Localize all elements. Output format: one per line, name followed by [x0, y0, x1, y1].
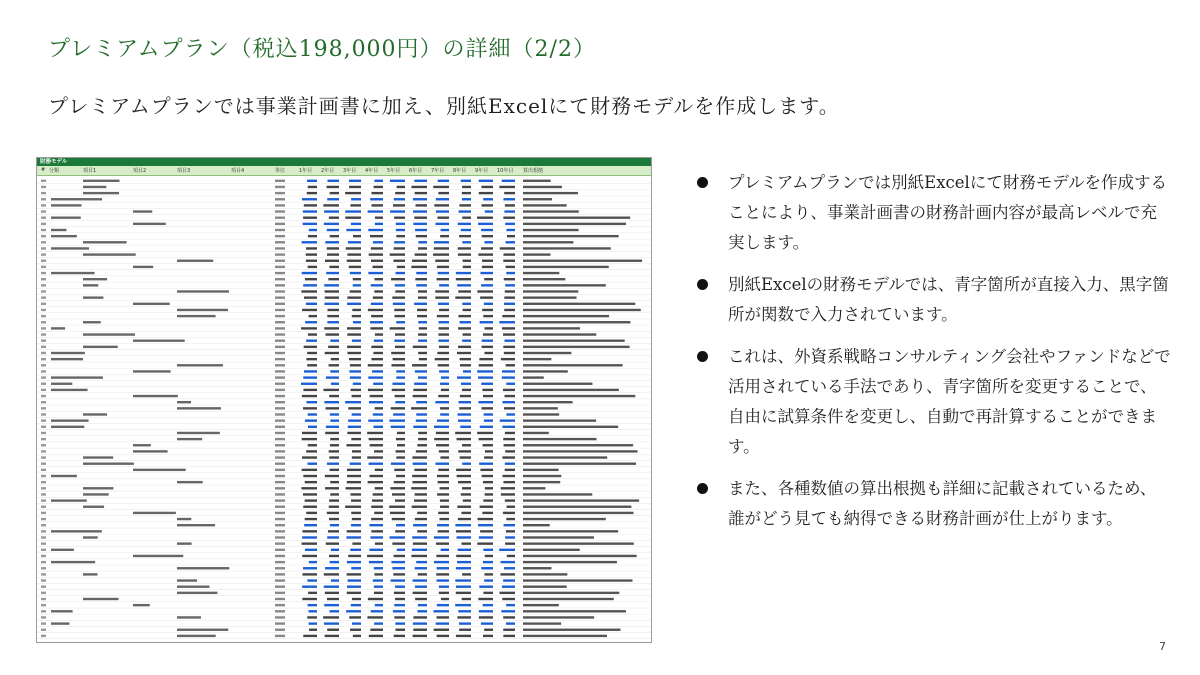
sheet-row — [37, 346, 651, 350]
sheet-row — [37, 530, 651, 534]
bullet-list — [694, 168, 1172, 546]
sheet-row — [37, 296, 651, 300]
sheet-row — [37, 616, 651, 620]
header-year5: 5年目 — [387, 168, 401, 174]
header-year2: 2年目 — [321, 168, 335, 174]
sheet-row — [37, 352, 651, 356]
sheet-row — [37, 475, 651, 479]
sheet-rows-graphic — [37, 176, 651, 641]
sheet-row — [37, 321, 651, 325]
header-basis: 算出根拠 — [523, 168, 544, 174]
sheet-row — [37, 180, 651, 184]
sheet-row — [37, 210, 651, 214]
sheet-row — [37, 217, 651, 221]
sheet-row — [37, 524, 651, 528]
header-year3: 3年目 — [343, 168, 357, 174]
sheet-row — [37, 315, 651, 319]
header-unit: 単位 — [275, 168, 286, 174]
sheet-row — [37, 272, 651, 276]
sheet-row — [37, 278, 651, 282]
header-item2: 項目2 — [133, 168, 147, 174]
sheet-row — [37, 364, 651, 368]
sheet-row — [37, 586, 651, 590]
sheet-row — [37, 370, 651, 374]
sheet-row — [37, 247, 651, 251]
sheet-row — [37, 333, 651, 337]
header-category: 分類 — [49, 168, 60, 174]
sheet-body-rows — [37, 176, 651, 641]
header-year9: 9年目 — [475, 168, 489, 174]
sheet-row — [37, 327, 651, 331]
bullet-dot-icon — [697, 483, 708, 494]
header-year1: 1年目 — [299, 168, 313, 174]
sheet-row — [37, 376, 651, 380]
header-year8: 8年目 — [453, 168, 467, 174]
sheet-row — [37, 401, 651, 405]
sheet-row — [37, 561, 651, 565]
sheet-row — [37, 456, 651, 460]
bullet-dot-icon — [697, 351, 708, 362]
sheet-row — [37, 204, 651, 208]
sheet-row — [37, 487, 651, 491]
sheet-row — [37, 229, 651, 233]
header-year7: 7年目 — [431, 168, 445, 174]
sheet-row — [37, 506, 651, 510]
sheet-title: 財務モデル — [37, 158, 651, 166]
page-subtitle: プレミアムプランでは事業計画書に加え、別紙Excelにて財務モデルを作成します。 — [48, 94, 840, 118]
sheet-row — [37, 303, 651, 307]
sheet-row — [37, 598, 651, 602]
header-item1: 項目1 — [83, 168, 97, 174]
sheet-row — [37, 358, 651, 362]
bullet-dot-icon — [697, 177, 708, 188]
sheet-row — [37, 518, 651, 522]
sheet-row — [37, 567, 651, 571]
bullet-item: プレミアムプランでは別紙Excelにて財務モデルを作成することにより、事業計画書の財務計画内容が最高レベルで充実します。 — [694, 168, 1172, 258]
header-index: # — [41, 167, 46, 173]
bullet-item: これは、外資系戦略コンサルティング会社やファンドなどで活用されている手法であり、青字箇所を変更することで、自由に試算条件を変更し、自動で再計算することができます。 — [694, 342, 1172, 462]
sheet-row — [37, 499, 651, 503]
sheet-row — [37, 383, 651, 387]
bullet-item: 別紙Excelの財務モデルでは、青字箇所が直接入力、黒字箇所が関数で入力されています。 — [694, 270, 1172, 330]
sheet-row — [37, 444, 651, 448]
sheet-row — [37, 192, 651, 196]
sheet-row — [37, 610, 651, 614]
sheet-row — [37, 450, 651, 454]
sheet-row — [37, 309, 651, 313]
header-year6: 6年目 — [409, 168, 423, 174]
sheet-row — [37, 481, 651, 485]
sheet-row — [37, 493, 651, 497]
page-number: 7 — [1159, 640, 1166, 653]
sheet-row — [37, 635, 651, 639]
sheet-row — [37, 542, 651, 546]
sheet-row — [37, 555, 651, 559]
sheet-row — [37, 573, 651, 577]
sheet-row — [37, 463, 651, 467]
header-item3: 項目3 — [177, 168, 191, 174]
sheet-row — [37, 469, 651, 473]
header-year10: 10年目 — [497, 168, 514, 174]
sheet-row — [37, 198, 651, 202]
sheet-row — [37, 253, 651, 257]
bullet-item: また、各種数値の算出根拠も詳細に記載されているため、誰がどう見ても納得できる財務計画が仕上がります。 — [694, 474, 1172, 534]
financial-model-spreadsheet — [36, 157, 652, 643]
sheet-row — [37, 241, 651, 245]
sheet-row — [37, 407, 651, 411]
page-title: プレミアムプラン（税込198,000円）の詳細（2/2） — [48, 37, 596, 62]
sheet-row — [37, 629, 651, 633]
sheet-row — [37, 266, 651, 270]
sheet-row — [37, 260, 651, 264]
sheet-row — [37, 389, 651, 393]
sheet-row — [37, 438, 651, 442]
sheet-row — [37, 579, 651, 583]
header-year4: 4年目 — [365, 168, 379, 174]
sheet-row — [37, 284, 651, 288]
sheet-row — [37, 592, 651, 596]
sheet-row — [37, 536, 651, 540]
sheet-row — [37, 622, 651, 626]
sheet-row — [37, 549, 651, 553]
sheet-row — [37, 512, 651, 516]
sheet-row — [37, 186, 651, 190]
sheet-row — [37, 432, 651, 436]
sheet-row — [37, 340, 651, 344]
sheet-row — [37, 413, 651, 417]
header-item4: 項目4 — [231, 168, 245, 174]
sheet-row — [37, 426, 651, 430]
sheet-row — [37, 235, 651, 239]
sheet-row — [37, 419, 651, 423]
sheet-row — [37, 223, 651, 227]
sheet-header-row — [37, 166, 651, 176]
sheet-row — [37, 395, 651, 399]
sheet-row — [37, 290, 651, 294]
bullet-dot-icon — [697, 279, 708, 290]
sheet-row — [37, 604, 651, 608]
